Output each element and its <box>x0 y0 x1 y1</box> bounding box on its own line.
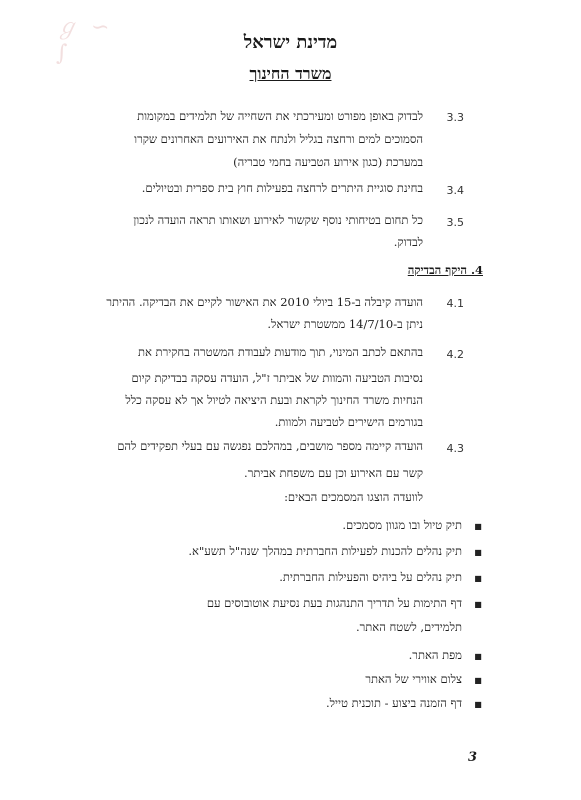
item-line: הועדה קיבלה ב-15 ביולי 2010 את האישור לקיים את הבדיקה. ההיתר <box>106 295 423 309</box>
item-line: הועדה קיימה מספר מושבים, במהלכם נפגשה עם בעלי תפקידים להם <box>117 439 423 453</box>
item-line: ניתן ב-14/7/10 ממשטרת ישראל. <box>267 317 423 331</box>
bullet-marker: ■ <box>474 700 482 709</box>
bullet-item: דף הזמנה ביצוע - תוכנית טייל. <box>325 696 462 710</box>
bullet-item-continued: תלמידים, לשטח האתר. <box>355 620 462 634</box>
bullet-item: מפת האתר. <box>408 648 462 662</box>
item-line: בהתאם לכתב המינוי, תוך מודעות לעבודת המשטרה בחקירת את <box>137 345 423 359</box>
ministry-header: משרד החינוך <box>249 64 332 83</box>
state-header: מדינת ישראל <box>243 32 338 53</box>
item-line: נסיבות הטביעה והמוות של אביתר ז"ל, הועדה עסקה בבדיקת קיום <box>131 371 423 385</box>
item-line: כל תחום בטיחותי נוסף שקשור לאירוע ושאותו תראה הועדה לנכון <box>133 213 423 227</box>
page-number: 3 <box>468 750 478 765</box>
item-line: במערכת (כגון אירוע הטביעה בחמי טבריה) <box>233 155 423 169</box>
item-line: הנחיות משרד החינוך לקראת ובעת היציאה לטיול אך לא עסקה כלל <box>125 393 423 407</box>
item-number: 3.5 <box>446 216 464 229</box>
item-line: הסמוכים למים ורחצה בגליל ולנתח את האירועים האחרונים שקרו <box>134 132 423 146</box>
scan-smudge: ℊ ∽ ∫ <box>56 15 113 66</box>
item-line: לבדוק. <box>393 235 423 249</box>
bullet-marker: ■ <box>474 522 482 531</box>
item-line: לבדוק באופן מפורט ומעירכתי את השחייה של תלמידים במקומות <box>137 109 423 123</box>
section-heading: 4. היקף הבדיקה <box>407 263 483 277</box>
item-line: לוועדה הוצגו המסמכים הבאים: <box>284 490 423 504</box>
bullet-item: תיק נהלים להכנות לפעילות החברתית במהלך שנה"ל תשע"א. <box>188 544 462 558</box>
bullet-item: תיק טיול ובו מגוון מסמכים. <box>342 518 462 532</box>
bullet-item: דף התימות על תדריך התנהגות בעת נסיעת אוטובוסים עם <box>206 596 462 610</box>
bullet-marker: ■ <box>474 600 482 609</box>
item-number: 3.4 <box>446 184 464 197</box>
item-line: בחינת סוגיית היתרים לרחצה בפעילות חוץ בית ספרית ובטיולים. <box>141 181 423 195</box>
bullet-marker: ■ <box>474 676 482 685</box>
bullet-marker: ■ <box>474 548 482 557</box>
bullet-marker: ■ <box>474 652 482 661</box>
item-line: בגורמים הישירים לטביעה ולמוות. <box>274 415 423 429</box>
item-number: 4.1 <box>446 297 464 310</box>
item-number: 4.3 <box>446 442 464 455</box>
item-number: 4.2 <box>446 348 464 361</box>
item-line: קשר עם האירוע וכן עם משפחת אביתר. <box>244 466 423 480</box>
bullet-marker: ■ <box>474 574 482 583</box>
item-number: 3.3 <box>446 111 464 124</box>
bullet-item: תיק נהלים על ביהיס והפעילות החברתית. <box>279 570 462 584</box>
bullet-item: צלום אווירי של האתר <box>365 672 462 686</box>
